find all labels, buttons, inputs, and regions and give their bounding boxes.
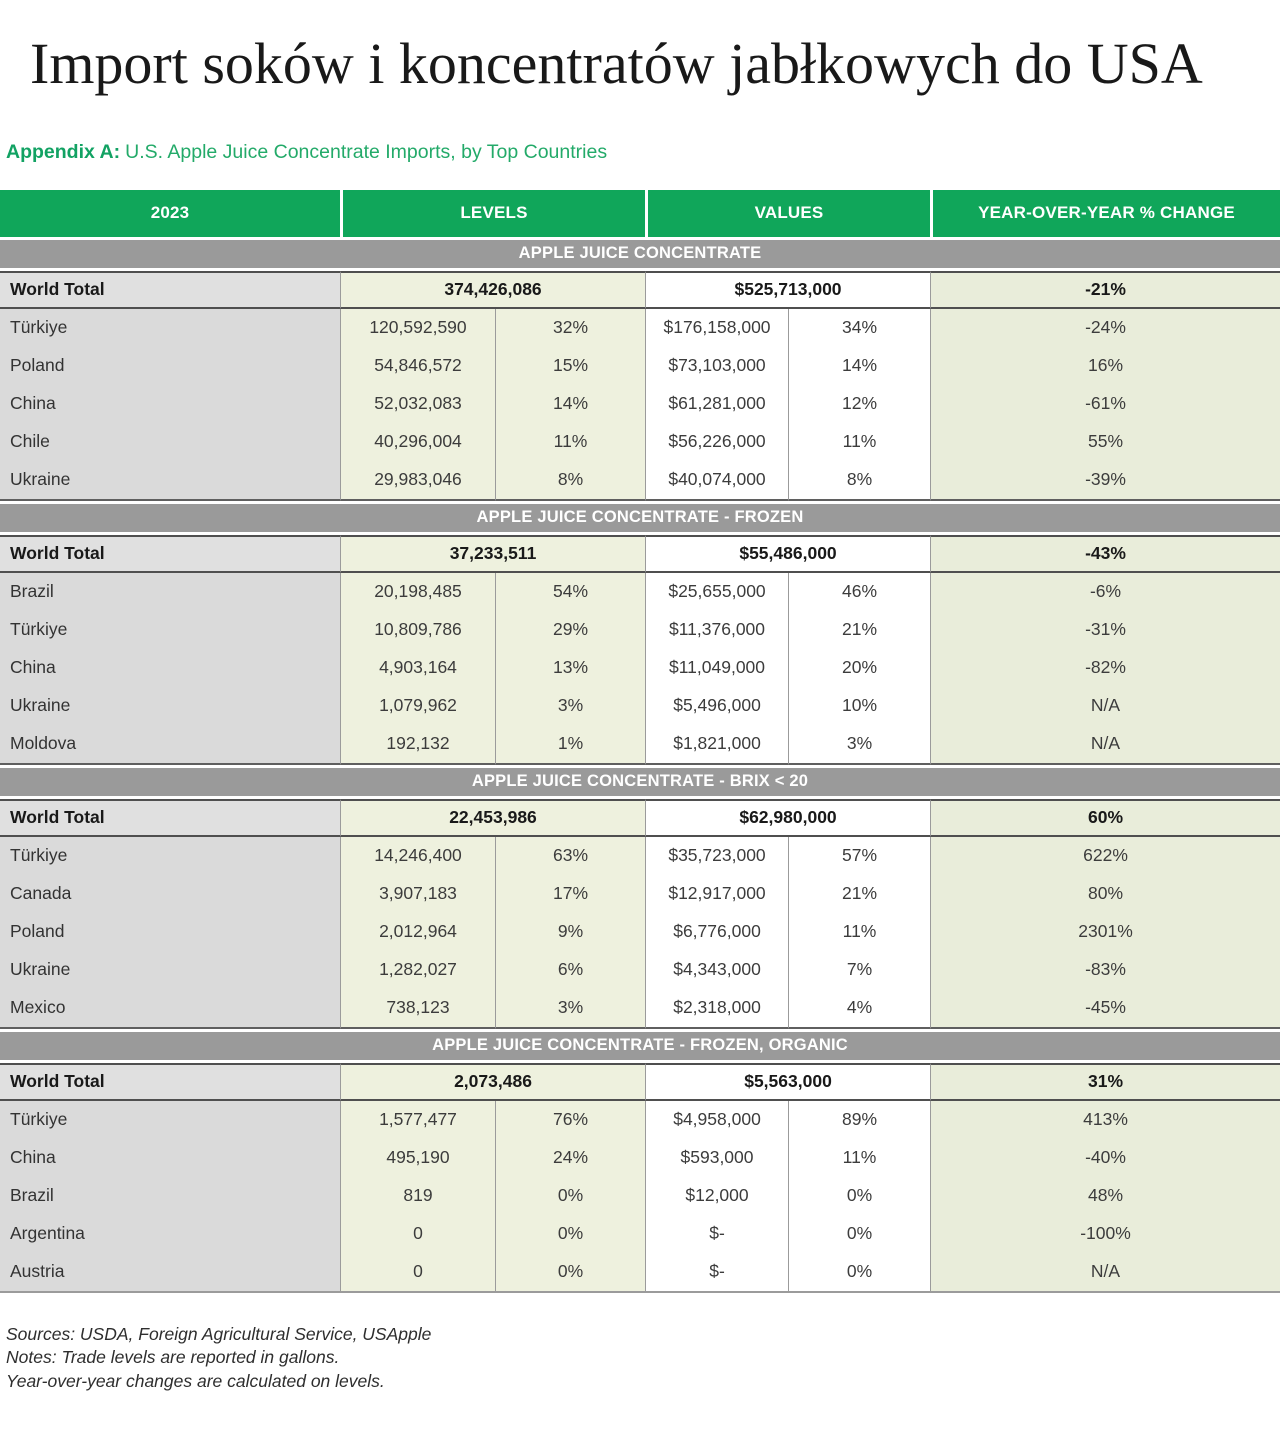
world-total-level: 22,453,986 [340,799,645,837]
level-percent: 14% [495,385,645,423]
yoy-percent: -39% [930,461,1280,501]
country-row [0,309,1280,347]
yoy-percent: -82% [930,649,1280,687]
country-row [0,1253,1280,1293]
world-total-value: $5,563,000 [645,1063,930,1101]
value-percent: 21% [788,611,930,649]
country-name: Türkiye [0,309,340,347]
country-name: Poland [0,913,340,951]
yoy-percent: 80% [930,875,1280,913]
column-header-levels: LEVELS [340,190,645,237]
value-amount: $4,958,000 [645,1101,788,1139]
country-row [0,1139,1280,1177]
page [0,32,1280,1393]
section-title: APPLE JUICE CONCENTRATE - FROZEN, ORGANIC [0,1029,1280,1063]
section-header-row [0,765,1280,799]
level-value: 495,190 [340,1139,495,1177]
level-percent: 8% [495,461,645,501]
country-name: Canada [0,875,340,913]
value-amount: $25,655,000 [645,573,788,611]
value-amount: $35,723,000 [645,837,788,875]
level-value: 1,282,027 [340,951,495,989]
level-percent: 32% [495,309,645,347]
value-amount: $40,074,000 [645,461,788,501]
yoy-percent: 413% [930,1101,1280,1139]
level-value: 29,983,046 [340,461,495,501]
country-row [0,837,1280,875]
world-total-level: 37,233,511 [340,535,645,573]
level-percent: 0% [495,1215,645,1253]
yoy-percent: -61% [930,385,1280,423]
yoy-percent: -45% [930,989,1280,1029]
country-name: Poland [0,347,340,385]
table-body [0,237,1280,1293]
appendix-text: U.S. Apple Juice Concentrate Imports, by Top Countries [125,140,608,163]
level-value: 0 [340,1253,495,1293]
level-value: 14,246,400 [340,837,495,875]
level-percent: 29% [495,611,645,649]
world-total-yoy: 31% [930,1063,1280,1101]
column-header-values: VALUES [645,190,930,237]
level-percent: 1% [495,725,645,765]
footer-notes [6,1323,1280,1393]
value-percent: 20% [788,649,930,687]
level-percent: 3% [495,989,645,1029]
value-amount: $61,281,000 [645,385,788,423]
level-percent: 6% [495,951,645,989]
country-row [0,989,1280,1029]
yoy-percent: 16% [930,347,1280,385]
country-row [0,1177,1280,1215]
value-percent: 89% [788,1101,930,1139]
country-row [0,573,1280,611]
value-amount: $2,318,000 [645,989,788,1029]
value-percent: 57% [788,837,930,875]
yoy-percent: -40% [930,1139,1280,1177]
value-amount: $11,376,000 [645,611,788,649]
yoy-percent: -31% [930,611,1280,649]
country-row [0,951,1280,989]
value-percent: 4% [788,989,930,1029]
value-percent: 12% [788,385,930,423]
value-percent: 46% [788,573,930,611]
appendix-line [6,141,1280,164]
world-total-label: World Total [0,535,340,573]
country-row [0,913,1280,951]
section-title: APPLE JUICE CONCENTRATE [0,237,1280,271]
column-header-yoy: YEAR-OVER-YEAR % CHANGE [930,190,1280,237]
section-title: APPLE JUICE CONCENTRATE - FROZEN [0,501,1280,535]
level-percent: 24% [495,1139,645,1177]
level-percent: 13% [495,649,645,687]
country-name: Ukraine [0,687,340,725]
value-amount: $73,103,000 [645,347,788,385]
yoy-percent: 622% [930,837,1280,875]
country-name: China [0,1139,340,1177]
level-value: 120,592,590 [340,309,495,347]
yoy-percent: -100% [930,1215,1280,1253]
level-value: 20,198,485 [340,573,495,611]
yoy-percent: -6% [930,573,1280,611]
country-row [0,423,1280,461]
level-percent: 0% [495,1253,645,1293]
level-percent: 0% [495,1177,645,1215]
world-total-label: World Total [0,799,340,837]
level-value: 1,577,477 [340,1101,495,1139]
value-percent: 10% [788,687,930,725]
country-row [0,1215,1280,1253]
page-title: Import soków i koncentratów jabłkowych do USA [30,31,1203,96]
level-percent: 9% [495,913,645,951]
value-amount: $5,496,000 [645,687,788,725]
value-amount: $- [645,1253,788,1293]
yoy-percent: N/A [930,725,1280,765]
level-percent: 17% [495,875,645,913]
level-value: 52,032,083 [340,385,495,423]
world-total-value: $62,980,000 [645,799,930,837]
yoy-percent: 2301% [930,913,1280,951]
country-name: Moldova [0,725,340,765]
section-header-row [0,501,1280,535]
world-total-value: $525,713,000 [645,271,930,309]
level-value: 2,012,964 [340,913,495,951]
level-percent: 3% [495,687,645,725]
level-value: 192,132 [340,725,495,765]
level-value: 10,809,786 [340,611,495,649]
value-amount: $6,776,000 [645,913,788,951]
country-row [0,875,1280,913]
world-total-label: World Total [0,1063,340,1101]
value-percent: 8% [788,461,930,501]
level-value: 0 [340,1215,495,1253]
table-header-row [0,190,1280,237]
level-percent: 11% [495,423,645,461]
yoy-percent: N/A [930,1253,1280,1293]
country-row [0,385,1280,423]
section-title: APPLE JUICE CONCENTRATE - BRIX < 20 [0,765,1280,799]
value-percent: 0% [788,1215,930,1253]
country-name: Argentina [0,1215,340,1253]
country-name: Chile [0,423,340,461]
level-value: 4,903,164 [340,649,495,687]
world-total-value: $55,486,000 [645,535,930,573]
yoy-percent: -83% [930,951,1280,989]
world-total-label: World Total [0,271,340,309]
country-row [0,347,1280,385]
note-sources: Sources: USDA, Foreign Agricultural Service, USApple [6,1323,432,1344]
country-name: Ukraine [0,951,340,989]
value-amount: $12,917,000 [645,875,788,913]
note-yoy: Year-over-year changes are calculated on levels. [6,1370,385,1391]
level-value: 54,846,572 [340,347,495,385]
value-amount: $1,821,000 [645,725,788,765]
value-amount: $- [645,1215,788,1253]
world-total-yoy: -43% [930,535,1280,573]
level-percent: 54% [495,573,645,611]
value-percent: 0% [788,1253,930,1293]
level-value: 40,296,004 [340,423,495,461]
country-row [0,1101,1280,1139]
level-percent: 76% [495,1101,645,1139]
level-value: 3,907,183 [340,875,495,913]
value-amount: $4,343,000 [645,951,788,989]
value-amount: $593,000 [645,1139,788,1177]
country-name: Ukraine [0,461,340,501]
value-amount: $11,049,000 [645,649,788,687]
country-row [0,649,1280,687]
value-percent: 34% [788,309,930,347]
yoy-percent: 48% [930,1177,1280,1215]
country-name: Brazil [0,573,340,611]
level-percent: 15% [495,347,645,385]
yoy-percent: 55% [930,423,1280,461]
yoy-percent: N/A [930,687,1280,725]
value-percent: 11% [788,913,930,951]
section-header-row [0,237,1280,271]
level-value: 738,123 [340,989,495,1029]
note-units: Notes: Trade levels are reported in gallons. [6,1347,340,1368]
country-name: Türkiye [0,837,340,875]
world-total-row [0,271,1280,309]
world-total-row [0,535,1280,573]
value-amount: $176,158,000 [645,309,788,347]
value-amount: $56,226,000 [645,423,788,461]
value-percent: 11% [788,423,930,461]
world-total-level: 2,073,486 [340,1063,645,1101]
country-name: Mexico [0,989,340,1029]
yoy-percent: -24% [930,309,1280,347]
country-name: China [0,385,340,423]
value-percent: 11% [788,1139,930,1177]
column-header-year: 2023 [0,190,340,237]
world-total-level: 374,426,086 [340,271,645,309]
appendix-label: Appendix A: [6,140,121,163]
country-name: Türkiye [0,611,340,649]
world-total-row [0,1063,1280,1101]
country-row [0,725,1280,765]
country-name: China [0,649,340,687]
value-percent: 21% [788,875,930,913]
level-percent: 63% [495,837,645,875]
section-header-row [0,1029,1280,1063]
level-value: 1,079,962 [340,687,495,725]
world-total-row [0,799,1280,837]
value-percent: 3% [788,725,930,765]
imports-table [0,190,1280,1293]
value-percent: 7% [788,951,930,989]
value-amount: $12,000 [645,1177,788,1215]
country-name: Brazil [0,1177,340,1215]
country-row [0,611,1280,649]
country-name: Austria [0,1253,340,1293]
world-total-yoy: -21% [930,271,1280,309]
value-percent: 14% [788,347,930,385]
level-value: 819 [340,1177,495,1215]
country-row [0,461,1280,501]
world-total-yoy: 60% [930,799,1280,837]
country-row [0,687,1280,725]
value-percent: 0% [788,1177,930,1215]
country-name: Türkiye [0,1101,340,1139]
